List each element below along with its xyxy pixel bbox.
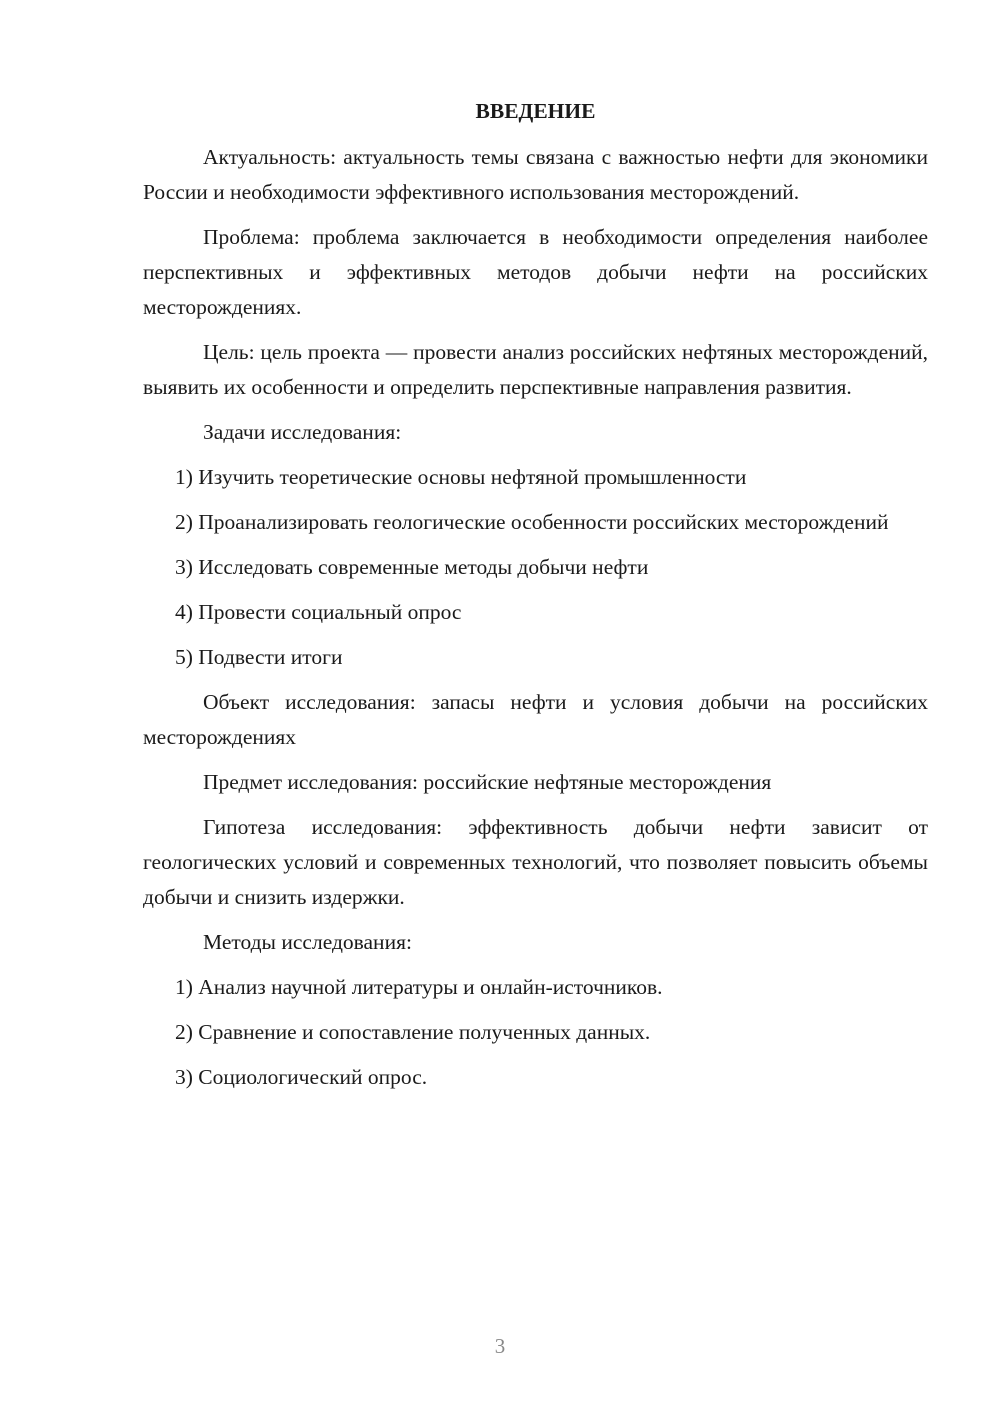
page-title: ВВЕДЕНИЕ [475,99,596,123]
goal-paragraph: Цель: цель проекта — провести анализ российских нефтяных месторождений, выявить их особенности и определить перспективные направления развития. [143,340,928,399]
relevance-paragraph: Актуальность: актуальность темы связана с важностью нефти для экономики России и необходимости эффективного использования месторождений. [143,145,928,204]
task-item: 3) Исследовать современные методы добычи нефти [175,555,649,579]
object-paragraph: Объект исследования: запасы нефти и условия добычи на российских месторождениях [143,690,928,749]
document-page [143,94,928,1105]
method-item: 3) Социологический опрос. [175,1065,428,1089]
subject-paragraph: Предмет исследования: российские нефтяные месторождения [203,770,772,794]
task-item: 4) Провести социальный опрос [175,600,462,624]
task-item: 2) Проанализировать геологические особенности российских месторождений [175,510,889,534]
tasks-heading: Задачи исследования: [203,420,402,444]
method-item: 1) Анализ научной литературы и онлайн-источников. [175,975,663,999]
problem-paragraph: Проблема: проблема заключается в необходимости определения наиболее перспективных и эффективных методов добычи нефти на российских месторождениях. [143,225,928,319]
task-item: 1) Изучить теоретические основы нефтяной промышленности [175,465,747,489]
method-item: 2) Сравнение и сопоставление полученных данных. [175,1020,651,1044]
page-number: 3 [494,1334,506,1358]
hypothesis-paragraph: Гипотеза исследования: эффективность добычи нефти зависит от геологических условий и современных технологий, что позволяет повысить объемы добычи и снизить издержки. [143,815,928,909]
task-item: 5) Подвести итоги [175,645,343,669]
methods-heading: Методы исследования: [203,930,412,954]
